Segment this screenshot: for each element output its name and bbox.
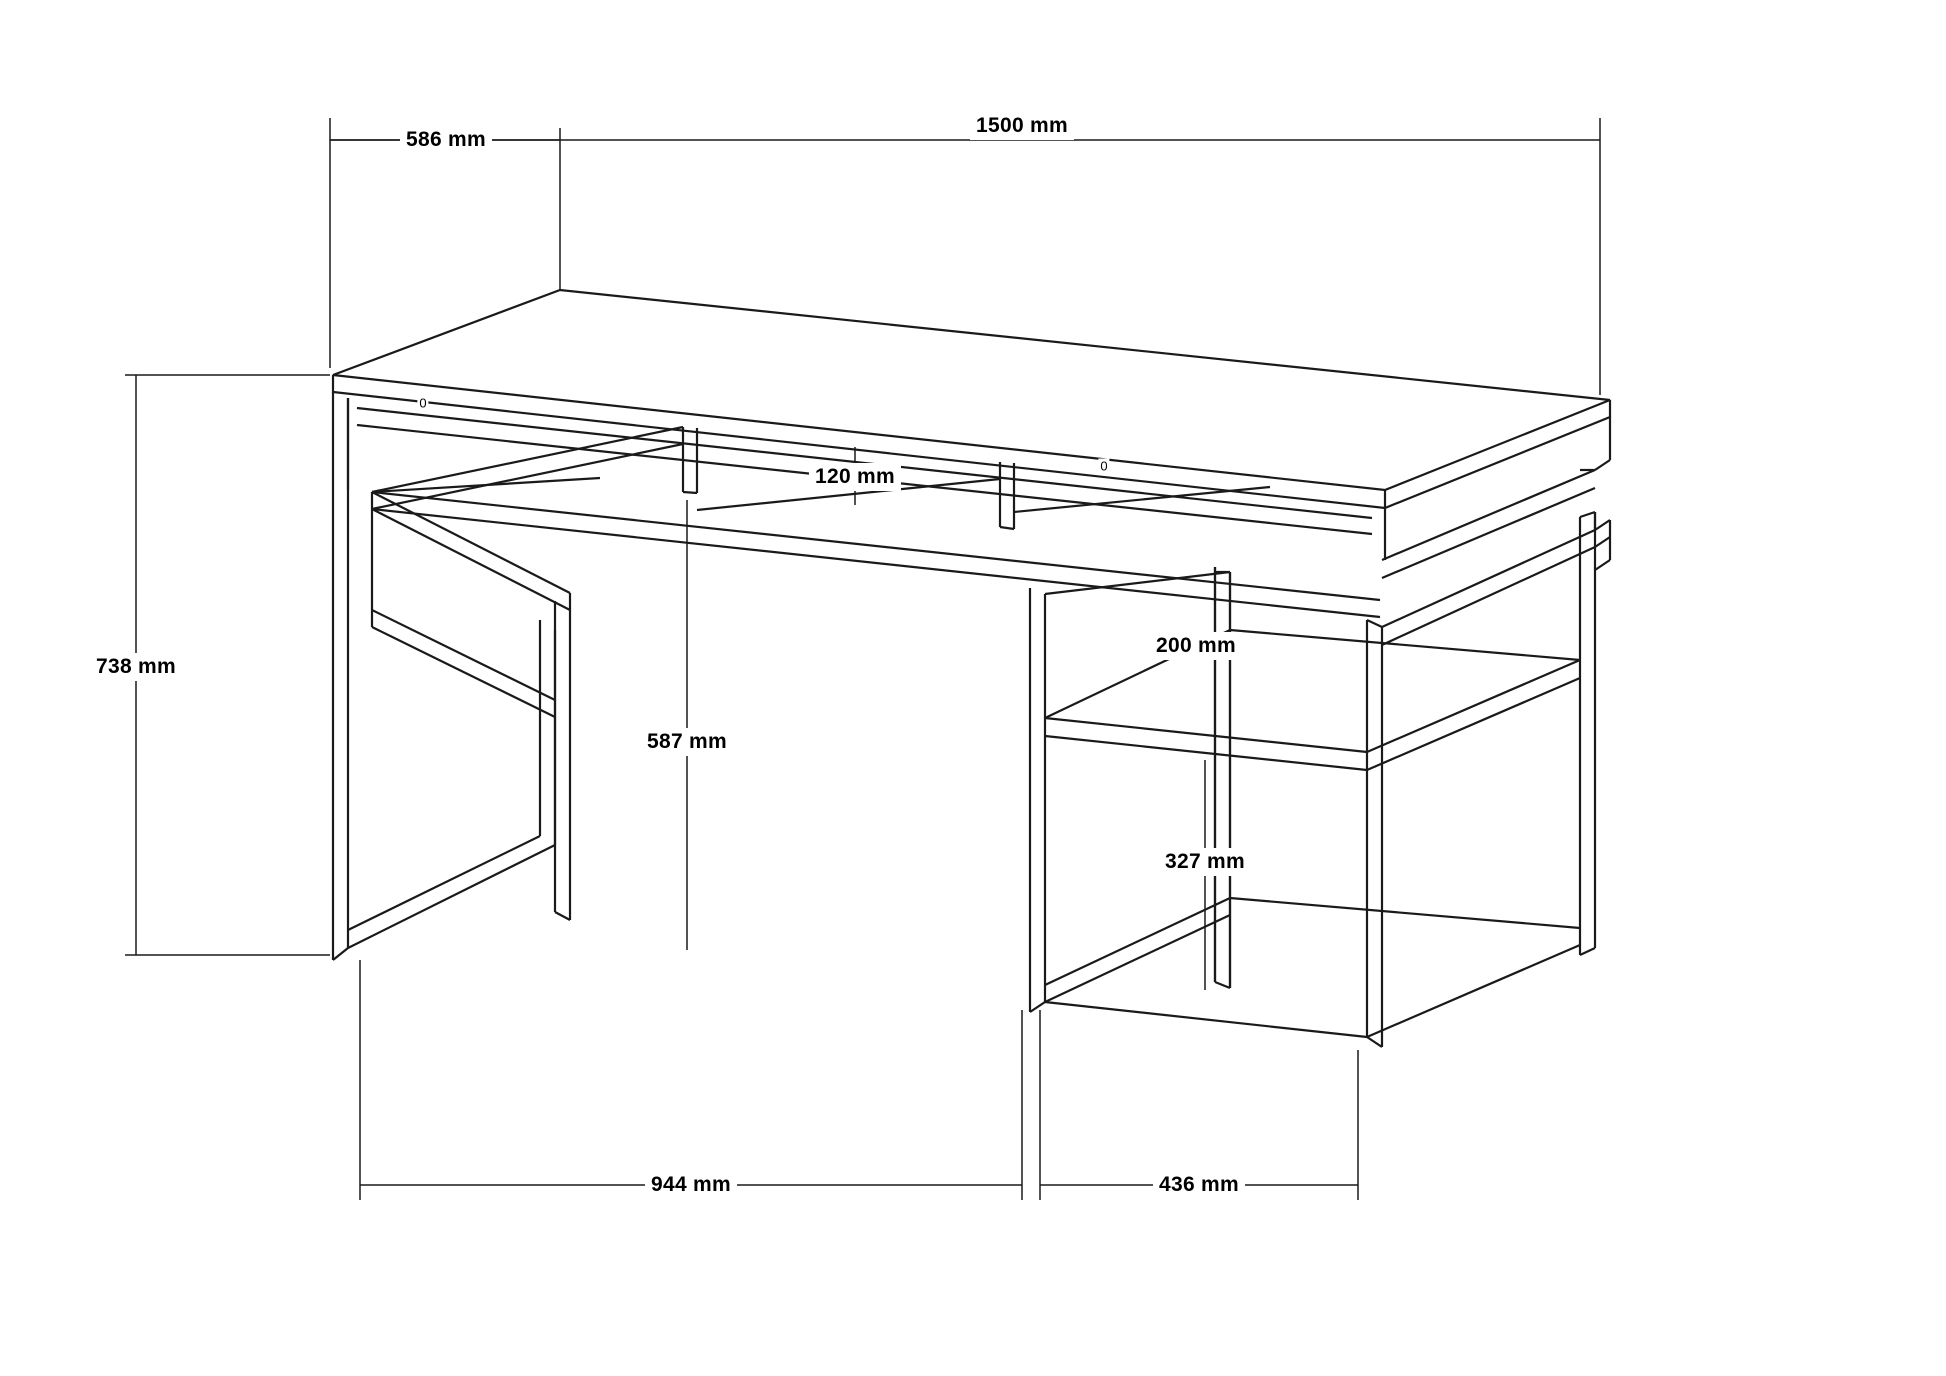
dimension-label-shelf-gap-lower: 327 mm [1159,848,1251,876]
marker-label-right: 0 [1100,458,1108,474]
left-panel-top-rail-2 [372,509,570,610]
dimension-label-shelf-thickness: 120 mm [809,463,901,491]
front-long-rail-top [372,492,1380,600]
cabinet-right-top-rail-a [1382,530,1595,627]
left-panel-mid-rail-bottom [372,627,555,717]
cabinet-rr-post-link [1580,512,1595,517]
desk-top-right-edge [1385,400,1610,508]
cabinet-front-right-foot [1367,1037,1382,1047]
dimension-label-span-right: 436 mm [1153,1171,1245,1199]
cabinet-bottom-surface-left-2 [1045,915,1230,1002]
desk-geometry [333,290,1610,1047]
cabinet-fr-post-link [1367,620,1382,627]
dimension-label-height-total: 738 mm [90,653,182,681]
cabinet-bottom-right-bottom [1382,955,1595,1047]
left-panel-top-rail [372,492,570,593]
cabinet-mid-shelf-front-bottom [1045,736,1367,770]
cabinet-upper-rail-back [1230,572,1580,600]
cabinet-bottom-surface-back [1230,898,1580,928]
cabinet-rear-notch-d [1595,560,1610,570]
dimension-label-span-left: 944 mm [645,1171,737,1199]
dimension-label-depth-top-left: 586 mm [400,126,492,154]
cabinet-undertop-right-bottom [1382,488,1595,578]
dimension-label-shelf-gap-upper: 200 mm [1150,632,1242,660]
marker-label-left: 0 [419,395,427,411]
left-panel-bottom-rail [348,836,540,930]
cabinet-rear-left-foot [1215,982,1230,988]
cabinet-rear-right-foot [1580,948,1595,955]
cabinet-front-left-foot [1030,1002,1045,1012]
upper-divider-1-bottom [683,492,697,493]
front-long-rail-bottom [372,509,1380,617]
cabinet-undertop-right-top [1382,470,1595,560]
leg-front-left-foot [333,948,348,960]
cabinet-right-top-rail-b [1382,547,1595,645]
cabinet-rear-top-connect [1595,460,1610,470]
cabinet-rear-notch-a [1595,520,1610,530]
left-panel-mid-rail-top [372,610,555,700]
cabinet-bottom-right-top [1367,945,1580,1037]
cabinet-rear-notch-b [1595,537,1610,547]
left-panel-bottom-rail-2 [348,845,555,948]
cabinet-mid-shelf-right-top [1367,660,1580,752]
upper-divider-2-bottom [1000,527,1014,529]
cabinet-bottom-front-bottom [1030,1012,1367,1047]
leg-rear-left-foot [555,912,570,920]
dimension-label-width-total: 1500 mm [970,112,1074,140]
dimension-label-clearance-height: 587 mm [641,728,733,756]
cabinet-bottom-surface-left [1045,898,1230,985]
dimension-lines [125,118,1600,1200]
upper-compartment-shelf-left [372,444,683,509]
cabinet-mid-shelf-front-top [1045,718,1367,752]
